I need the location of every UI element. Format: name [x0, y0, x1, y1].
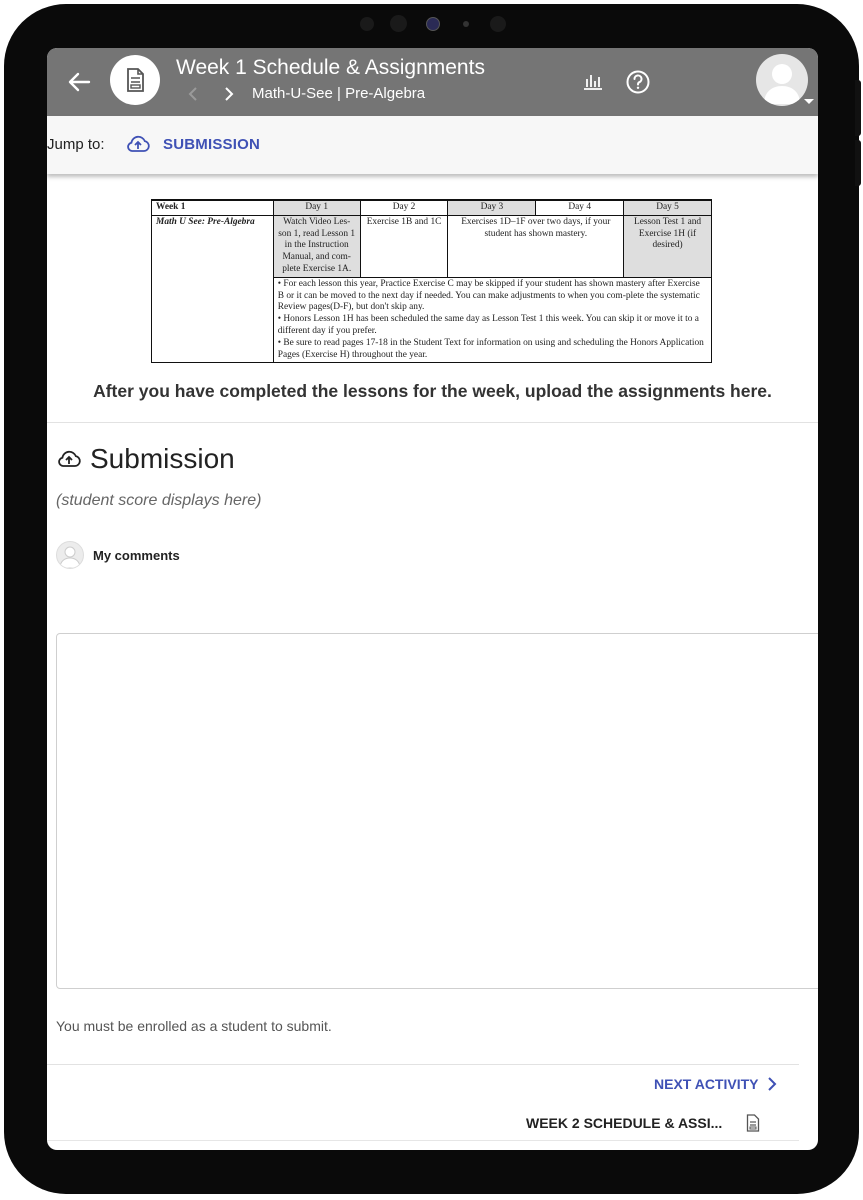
week-label-cell: Week 1	[152, 200, 274, 215]
divider	[47, 1064, 799, 1065]
my-comments-header	[56, 541, 180, 569]
upload-instruction: After you have completed the lessons for the week, upload the assignments here.	[93, 381, 772, 401]
jump-submission-link[interactable]	[125, 131, 260, 157]
day-header: Day 3	[448, 200, 536, 215]
next-activity-title: WEEK 2 SCHEDULE & ASSI...	[526, 1115, 723, 1131]
chevron-left-icon[interactable]	[187, 86, 201, 102]
schedule-notes-cell	[273, 277, 711, 363]
course-name-cell: Math U See: Pre-Algebra	[152, 215, 274, 363]
jump-to-label: Jump to:	[47, 136, 105, 153]
next-activity-label: NEXT ACTIVITY	[654, 1076, 759, 1092]
camera-sensor	[463, 21, 469, 27]
cloud-upload-icon	[125, 134, 151, 154]
day-header: Day 2	[360, 200, 448, 215]
camera-sensor	[360, 17, 374, 31]
schedule-note: • Honors Lesson 1H has been scheduled the same day as Lesson Test 1 this week. You can skip it or move it to a different day if you prefer.	[277, 314, 699, 336]
divider	[47, 1140, 799, 1141]
user-avatar[interactable]	[756, 54, 808, 106]
caret-down-icon[interactable]	[804, 99, 814, 104]
day2-cell: Exercise 1B and 1C	[360, 215, 448, 277]
tablet-side-button	[855, 140, 861, 186]
page-title: Week 1 Schedule & Assignments	[176, 56, 485, 79]
document-icon	[746, 1114, 760, 1132]
activity-icon	[110, 55, 160, 105]
day-header: Day 1	[273, 200, 360, 215]
back-arrow-icon[interactable]	[65, 68, 93, 96]
avatar	[56, 541, 84, 569]
top-header	[47, 48, 818, 116]
cloud-upload-icon	[56, 449, 82, 469]
score-placeholder: (student score displays here)	[56, 492, 262, 509]
camera-sensor	[390, 15, 407, 32]
day5-cell: Lesson Test 1 and Exercise 1H (if desired)	[624, 215, 712, 277]
schedule-note: • For each lesson this year, Practice Exercise C may be skipped if your student has shown mastery after Exercise B or it can be moved to the next day if needed. You can make adjustments to when you com-plete the systematic Review pages(D-F), but don't skip any.	[277, 278, 700, 313]
day-header: Day 4	[536, 200, 624, 215]
bar-chart-icon[interactable]	[582, 70, 604, 92]
divider	[47, 422, 818, 423]
schedule-table	[151, 199, 712, 363]
jump-submission-text: SUBMISSION	[163, 135, 261, 153]
day1-cell: Watch Video Les-son 1, read Lesson 1 in the Instruction Manual, and com-plete Exercise 1A.	[273, 215, 360, 277]
chevron-right-icon	[767, 1077, 777, 1091]
schedule-note: • Be sure to read pages 17-18 in the Student Text for information on using and scheduling the Honors Application Pages (Exercise H) throughout the year.	[277, 337, 704, 360]
camera-lens	[426, 17, 440, 31]
chevron-right-icon[interactable]	[222, 86, 236, 102]
tablet-side-button	[855, 80, 861, 136]
next-activity-link[interactable]	[526, 1114, 760, 1132]
next-activity-button[interactable]	[654, 1076, 777, 1092]
comment-textarea[interactable]	[56, 633, 818, 989]
my-comments-label: My comments	[93, 547, 180, 563]
jump-to-bar	[47, 116, 818, 174]
submission-title: Submission	[90, 443, 235, 474]
app-screen	[47, 48, 818, 1150]
day3-4-cell: Exercises 1D–1F over two days, if your student has shown mastery.	[448, 215, 624, 277]
camera-sensor	[490, 16, 506, 32]
day-header: Day 5	[624, 200, 712, 215]
help-icon[interactable]	[625, 69, 651, 95]
submission-heading	[56, 443, 235, 475]
enrollment-notice: You must be enrolled as a student to submit.	[56, 1018, 332, 1034]
course-breadcrumb[interactable]: Math-U-See | Pre-Algebra	[252, 85, 426, 102]
